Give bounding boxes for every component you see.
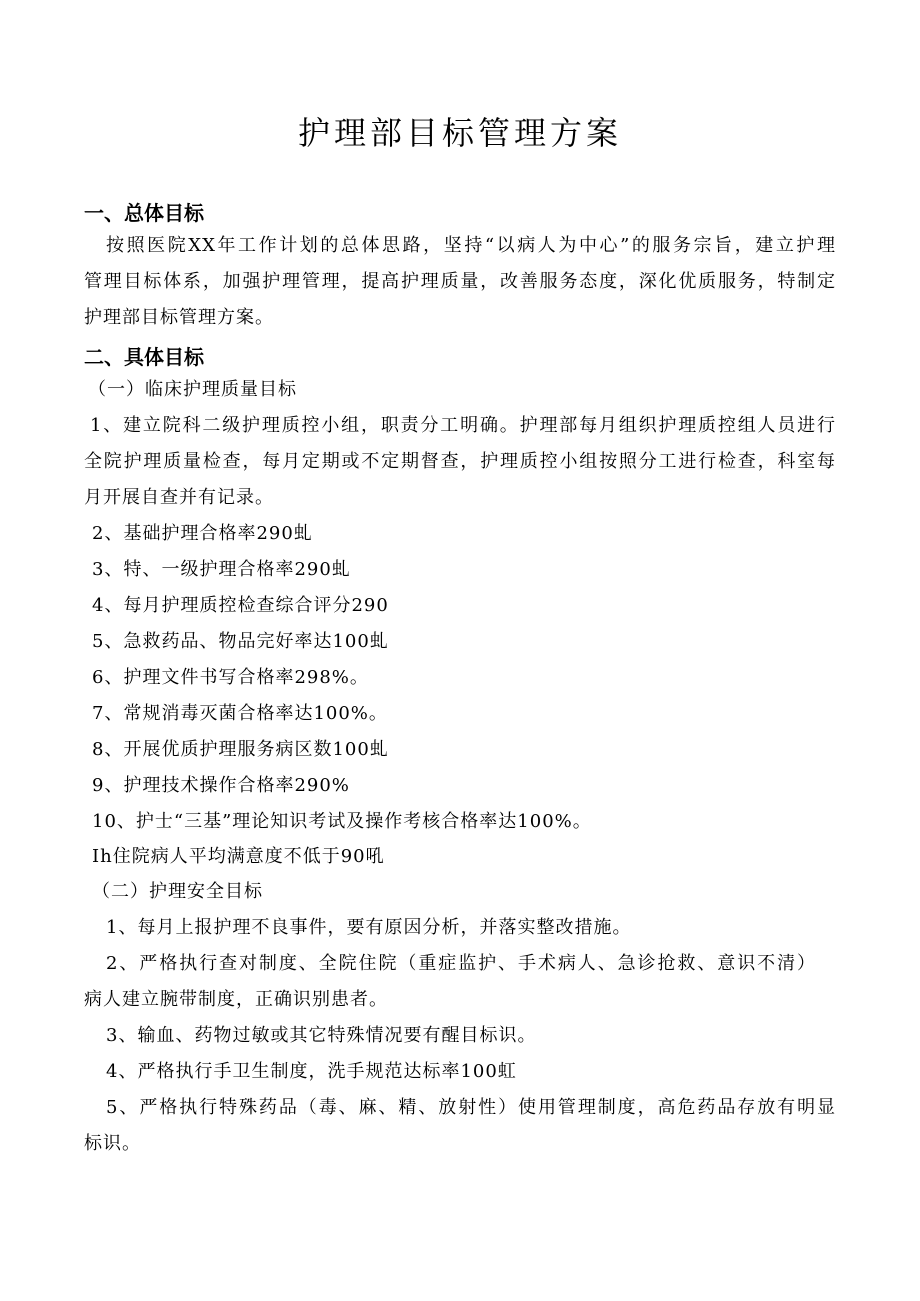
list-item: 9、护理技术操作合格率290% [92, 775, 350, 796]
subheading-clinical: （一）临床护理质量目标 [88, 379, 297, 400]
paragraph-line: 护理部目标管理方案。 [84, 307, 274, 328]
paragraph-line: 标识。 [84, 1133, 141, 1154]
paragraph-line: 全院护理质量检查，每月定期或不定期督查，护理质控小组按照分工进行检查，科室每 [84, 451, 836, 472]
list-item: Ih住院病人平均满意度不低于90吼 [92, 846, 385, 867]
list-item: 2、基础护理合格率290虬 [92, 523, 313, 544]
paragraph-line: 1、建立院科二级护理质控小组，职责分工明确。护理部每月组织护理质控组人员进行 [90, 415, 836, 436]
list-item: 6、护理文件书写合格率298%。 [92, 667, 369, 688]
subheading-safety: （二）护理安全目标 [92, 881, 263, 902]
list-item: 7、常规消毒灭菌合格率达100%。 [92, 703, 388, 724]
list-item: 5、急救药品、物品完好率达100虬 [92, 631, 389, 652]
list-item: 4、每月护理质控检查综合评分290 [92, 595, 389, 616]
list-item: 4、严格执行手卫生制度，洗手规范达标率100虹 [106, 1061, 517, 1082]
paragraph-line: 2、严格执行查对制度、全院住院（重症监护、手术病人、急诊抢救、意识不清） [106, 953, 816, 974]
list-item: 3、特、一级护理合格率290虬 [92, 559, 351, 580]
paragraph-line: 管理目标体系，加强护理管理，提高护理质量，改善服务态度，深化优质服务，特制定 [84, 271, 836, 292]
list-item: 8、开展优质护理服务病区数100虬 [92, 739, 389, 760]
paragraph-line: 月开展自查并有记录。 [84, 487, 274, 508]
list-item: 10、护士“三基”理论知识考试及操作考核合格率达100%。 [92, 811, 592, 832]
list-item: 3、输血、药物过敏或其它特殊情况要有醒目标识。 [106, 1025, 537, 1046]
section-heading-specific: 二、具体目标 [84, 345, 204, 369]
section-heading-overall: 一、总体目标 [84, 201, 204, 225]
page-title: 护理部目标管理方案 [297, 114, 622, 152]
paragraph-line: 按照医院XX年工作计划的总体思路，坚持“以病人为中心”的服务宗旨，建立护理 [106, 235, 836, 256]
paragraph-line: 病人建立腕带制度，正确识别患者。 [84, 989, 388, 1010]
paragraph-line: 5、严格执行特殊药品（毒、麻、精、放射性）使用管理制度，高危药品存放有明显 [106, 1097, 836, 1118]
list-item: 1、每月上报护理不良事件，要有原因分析，并落实整改措施。 [106, 917, 632, 938]
